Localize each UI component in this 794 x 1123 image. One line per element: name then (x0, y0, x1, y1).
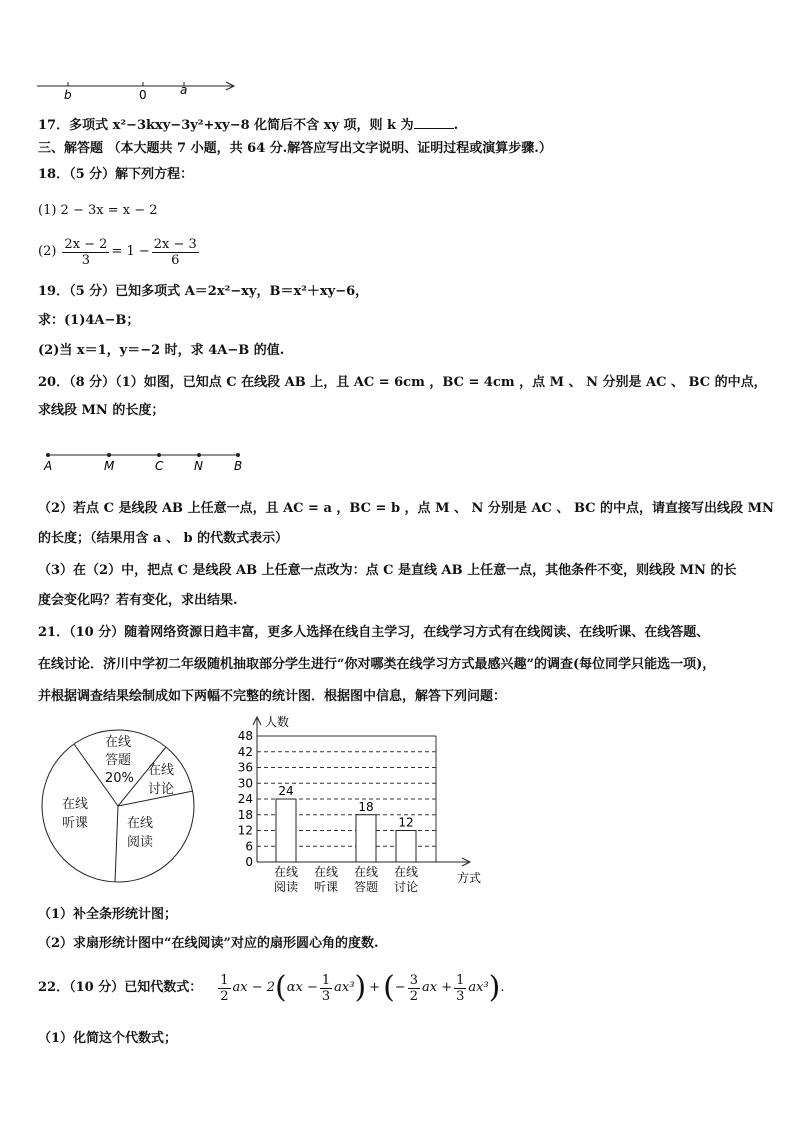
y-tick-18: 18 (237, 807, 253, 822)
category-label-3-line1: 在线 (393, 865, 419, 879)
category-label-1-line2: 听课 (313, 880, 339, 894)
y-axis-label: 人数 (265, 715, 290, 729)
y-tick-48: 48 (237, 729, 253, 743)
q21-sub1: （1）补全条形统计图； (38, 907, 178, 922)
segment-diagram (38, 446, 258, 476)
numberline-label-a: a (180, 83, 188, 97)
numberline-label-b: b (64, 88, 72, 102)
y-tick-24: 24 (237, 792, 253, 806)
segment-label-M: M (104, 459, 115, 473)
category-label-0-line2: 阅读 (273, 880, 299, 894)
q17-text: 17．多项式 x²−3kxy−3y²+xy−8 化简后不含 xy 项，则 k 为 (38, 118, 414, 133)
question-19-head: 19．（5 分）已知多项式 A＝2x²−xy，B＝x²＋xy−6， (38, 284, 369, 299)
category-label-3-line2: 讨论 (393, 880, 419, 894)
top-number-line (35, 74, 245, 104)
bar-value-label-2: 18 (358, 799, 374, 814)
category-labels (274, 864, 418, 894)
y-tick-6: 6 (245, 839, 253, 854)
q21-sub2: （2）求扇形统计图中“在线阅读”对应的扇形圆心角的度数. (38, 936, 379, 951)
category-label-2-line1: 在线 (353, 865, 379, 879)
q20-part2-a: （2）若点 C 是线段 AB 上任意一点，且 AC = a ，BC = b ，点 M 、 N 分别是 AC 、 BC 的中点，请直接写出线段 MN (38, 501, 774, 516)
pie-slice-answer (105, 734, 134, 786)
bar-value-label-0: 24 (278, 784, 294, 798)
question-17: 17．多项式 x²−3kxy−3y²+xy−8 化简后不含 xy 项，则 k 为 . (38, 118, 459, 133)
numberline-label-0: 0 (139, 88, 147, 102)
svg-text:20%: 20% (105, 771, 134, 786)
q20-part3-a: （3）在（2）中，把点 C 是线段 AB 上任意一点改为：点 C 是直线 AB 上任意一点，其他条件不变，则线段 MN 的长 (38, 563, 737, 578)
question-22: 22．（10 分）已知代数式： $\frac{1}{2}$ ax − 2 ( αx − $\frac{1}{3}$ ax³ ) + ( − $\frac{3}{2}$ ax + $\frac{1}{3}$ ax³ ) . (38, 970, 505, 1005)
svg-text:讨论: 讨论 (148, 782, 175, 797)
segment-label-N: N (194, 459, 203, 473)
question-21-line3: 并根据调查结果绘制成如下两幅不完整的统计图．根据图中信息，解答下列问题： (38, 689, 507, 704)
bar-0 (276, 799, 296, 862)
pie-chart (38, 722, 198, 892)
y-tick-0: 0 (245, 855, 253, 869)
section-3-title: 三、解答题 （本大题共 7 小题，共 64 分.解答应写出文字说明、证明过程或演算步骤.） (38, 141, 552, 156)
category-label-2-line2: 答题 (353, 880, 379, 894)
segment-label-A: A (44, 459, 53, 473)
svg-text:在线: 在线 (62, 797, 89, 812)
answer-blank[interactable] (414, 116, 454, 129)
segment-label-B: B (234, 459, 243, 473)
q22-sub1: （1）化简这个代数式； (38, 1031, 178, 1046)
bar-2 (356, 815, 376, 862)
bars (276, 784, 416, 862)
q18-part2: (2) $\frac{2x - 2}{3}$ = 1 − $\frac{2x - 3}{6}$ (38, 236, 197, 268)
question-21-line1: 21．（10 分）随着网络资源日趋丰富，更多人选择在线自主学习，在线学习方式有在线阅读、在线听课、在线答题、 (38, 625, 710, 640)
svg-text:阅读: 阅读 (127, 835, 154, 850)
question-18-head: 18．（5 分）解下列方程： (38, 167, 194, 182)
q19-part1: 求：(1)4A−B； (38, 313, 140, 328)
bar-value-label-3: 12 (398, 815, 414, 830)
question-20-head: 20．（8 分）（1）如图，已知点 C 在线段 AB 上，且 AC = 6cm ，BC = 4cm ，点 M 、 N 分别是 AC 、 BC 的中点， (38, 375, 767, 390)
q18-part1: (1) 2 − 3x = x − 2 (38, 203, 158, 218)
x-axis-label: 方式 (457, 871, 482, 885)
question-21-line2: 在线讨论．济川中学初二年级随机抽取部分学生进行“你对哪类在线学习方式最感兴趣”的调查(每位同学只能选一项)， (38, 657, 716, 672)
y-tick-36: 36 (237, 760, 253, 775)
y-tick-labels (238, 729, 253, 869)
category-label-1-line1: 在线 (313, 865, 339, 879)
svg-text:在线: 在线 (127, 816, 154, 831)
q22-expression: $\frac{1}{2}$ ax − 2 ( αx − $\frac{1}{3}$ ax³ ) + ( − $\frac{3}{2}$ ax + $\frac{1}{3}$ ax³ ) . (220, 970, 505, 1005)
y-tick-30: 30 (237, 776, 253, 791)
q20-part3-b: 度会变化吗？若有变化，求出结果. (38, 593, 238, 608)
category-label-0-line1: 在线 (273, 865, 299, 879)
y-tick-12: 12 (237, 823, 253, 838)
bar-3 (396, 831, 416, 863)
svg-text:在线: 在线 (105, 735, 132, 750)
svg-text:在线: 在线 (148, 763, 175, 778)
svg-text:答题: 答题 (105, 753, 132, 768)
q19-part2: (2)当 x＝1，y＝−2 时，求 4A−B 的值. (38, 343, 285, 358)
y-tick-42: 42 (237, 744, 253, 759)
question-20-head2: 求线段 MN 的长度； (38, 403, 165, 418)
bar-chart (225, 712, 500, 900)
q20-part2-b: 的长度；（结果用含 a 、 b 的代数式表示） (38, 531, 289, 546)
svg-text:听课: 听课 (62, 816, 89, 831)
segment-label-C: C (155, 459, 164, 473)
